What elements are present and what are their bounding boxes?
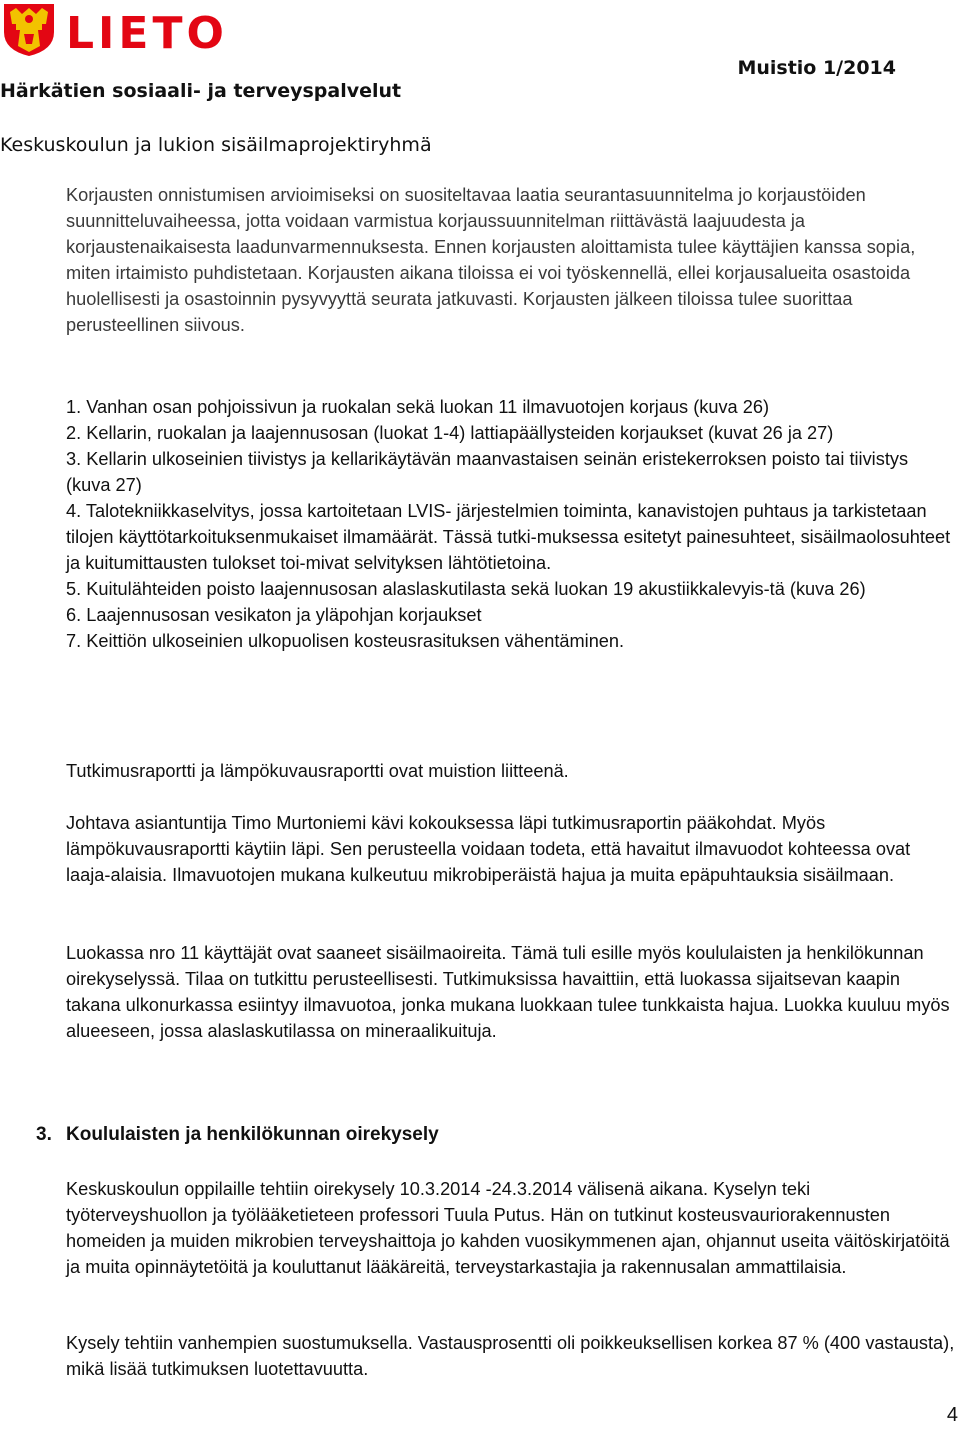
organization-name: Härkätien sosiaali- ja terveyspalvelut bbox=[0, 80, 402, 102]
list-item: 2. Kellarin, ruokalan ja laajennusosan (luokat 1-4) lattiapäällysteiden korjaukset (kuvat 26 ja 27) bbox=[66, 423, 834, 443]
page-number: 4 bbox=[946, 1404, 958, 1426]
list-item: 7. Keittiön ulkoseinien ulkopuolisen kosteusrasituksen vähentäminen. bbox=[66, 631, 625, 651]
repairs-list bbox=[66, 394, 956, 654]
lieto-crest-icon bbox=[2, 2, 56, 58]
list-item: 3. Kellarin ulkoseinien tiivistys ja kellarikäytävän maanvastaisen seinän eristekerroksen poisto tai tiivistys (kuva 27) bbox=[66, 449, 909, 495]
survey-paragraph: Keskuskoulun oppilaille tehtiin oirekysely 10.3.2014 -24.3.2014 välisenä aikana. Kyselyn teki työterveyshuollon ja työlääketieteen professori Tuula Putus. Hän on tutkinut kosteusvauriorakennusten homeiden ja muiden mikrobien terveyshaittoja jo kahden vuosikymmenen ajan, ohjannut useita väitöskirjatöitä ja muita opinnäytetöitä ja kouluttanut lääkäreitä, terveystarkastajia ja rakennusalan ammattilaisia. bbox=[66, 1179, 950, 1277]
list-item: 5. Kuitulähteiden poisto laajennusosan alaslaskutilasta sekä luokan 19 akustiikkalevyis-tä (kuva 26) bbox=[66, 579, 866, 599]
attachments-note: Tutkimusraportti ja lämpökuvausraportti ovat muistion liitteenä. bbox=[66, 761, 569, 781]
response-paragraph: Kysely tehtiin vanhempien suostumuksella. Vastausprosentti oli poikkeuksellisen korkea 87 % (400 vastausta), mikä lisää tutkimuksen luotettavuutta. bbox=[66, 1333, 955, 1379]
list-item: 6. Laajennusosan vesikaton ja yläpohjan korjaukset bbox=[66, 605, 482, 625]
section-title: Koululaisten ja henkilökunnan oirekysely bbox=[66, 1124, 439, 1145]
expert-paragraph: Johtava asiantuntija Timo Murtoniemi kävi kokouksessa läpi tutkimusraportin pääkohdat. Myös lämpökuvausraportti käytiin läpi. Sen perusteella voidaan todeta, että havaitut ilmavuodot kohteessa ovat laaja-alaisia. Ilmavuotojen mukana kulkeutuu mikrobiperäistä hajua ja muita epäpuhtauksia sisäilmaan. bbox=[66, 813, 911, 885]
list-item: 1. Vanhan osan pohjoissivun ja ruokalan sekä luokan 11 ilmavuotojen korjaus (kuva 26) bbox=[66, 397, 770, 417]
section-heading bbox=[36, 1122, 439, 1148]
classroom-paragraph: Luokassa nro 11 käyttäjät ovat saaneet sisäilmaoireita. Tämä tuli esille myös koululaisten ja henkilökunnan oirekyselyssä. Tilaa on tutkittu perusteellisesti. Tutkimuksissa havaittiin, että luokassa sijaitsevan kaapin takana ulkonurkassa esiintyy ilmavuotoa, jonka mukana luokkaan tulee tunkkaista hajua. Luokka kuuluu myös alueeseen, jossa alaslaskutilassa on mineraalikuituja. bbox=[66, 943, 950, 1041]
memo-label: Muistio 1/2014 bbox=[737, 57, 896, 79]
list-item: 4. Talotekniikkaselvitys, jossa kartoitetaan LVIS- järjestelmien toiminta, kanavistojen puhtaus ja tarkistetaan tilojen käyttötarkoituksenmukaiset ilmamäärät. Tässä tutki-muksessa esitetyt painesuhteet, sisäilmaolosuhteet ja kuitumittausten tulokset toi-mivat selvityksen lähtötietoina. bbox=[66, 501, 951, 573]
section-number: 3. bbox=[36, 1124, 52, 1145]
intro-paragraph: Korjausten onnistumisen arvioimiseksi on suositeltavaa laatia seurantasuunnitelma jo korjaustöiden suunnitteluvaiheessa, jotta voidaan varmistua korjaussuunnitelman riittävästä laajuudesta ja korjaustenaikaisesta laadunvarmennuksesta. Ennen korjausten aloittamista tulee käyttäjien kanssa sopia, miten irtaimisto puhdistetaan. Korjausten aikana tiloissa ei voi työskennellä, ellei korjausalueita osastoida huolellisesti ja osastoinnin pysyvyyttä seurata jatkuvasti. Korjausten jälkeen tiloissa tulee suorittaa perusteellinen siivous. bbox=[66, 185, 916, 335]
project-group-name: Keskuskoulun ja lukion sisäilmaprojektiryhmä bbox=[0, 134, 432, 156]
lieto-logo-text: LIETO bbox=[66, 8, 228, 59]
